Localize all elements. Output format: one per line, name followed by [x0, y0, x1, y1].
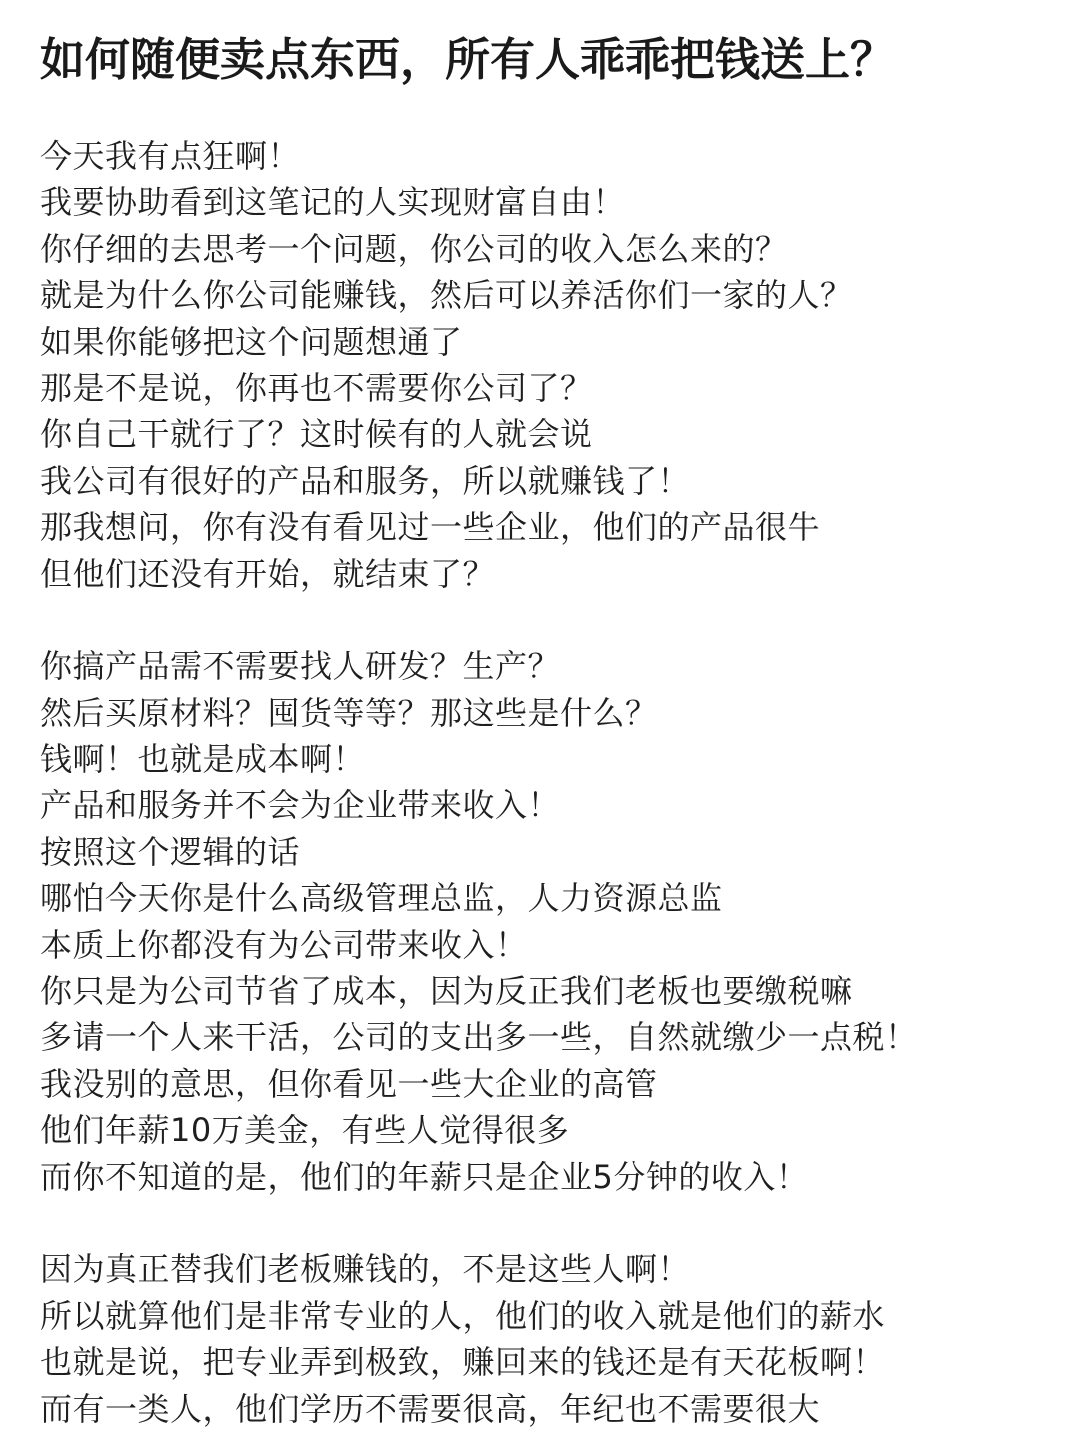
- text-line: 所以就算他们是非常专业的人，他们的收入就是他们的薪水: [40, 1296, 886, 1335]
- text-line: 你自己干就行了？这时候有的人就会说: [40, 415, 593, 454]
- text-line: 你搞产品需不需要找人研发？生产？: [40, 647, 561, 686]
- text-line: 你只是为公司节省了成本，因为反正我们老板也要缴税嘛: [40, 972, 853, 1011]
- paragraph: [40, 643, 1060, 1200]
- text-line: 但他们还没有开始，就结束了？: [40, 554, 496, 593]
- text-line: 我没别的意思，但你看见一些大企业的高管: [40, 1064, 658, 1103]
- text-line: 那我想问，你有没有看见过一些企业，他们的产品很牛: [40, 508, 821, 547]
- text-line: 今天我有点狂啊！: [40, 137, 301, 175]
- text-line: 钱啊！也就是成本啊！: [40, 740, 366, 779]
- text-line: 哪怕今天你是什么高级管理总监，人力资源总监: [40, 879, 723, 918]
- text-line: 然后买原材料？囤货等等？那这些是什么？: [40, 693, 658, 732]
- text-line: 就是为什么你公司能赚钱，然后可以养活你们一家的人？: [40, 276, 853, 315]
- paragraph: [40, 1246, 1060, 1432]
- paragraph: [40, 133, 1060, 597]
- text-line: 他们年薪10万美金，有些人觉得很多: [40, 1111, 570, 1150]
- text-line: 而有一类人，他们学历不需要很高，年纪也不需要很大: [40, 1389, 821, 1428]
- text-line: 产品和服务并不会为企业带来收入！: [40, 786, 561, 825]
- text-line: 多请一个人来干活，公司的支出多一些，自然就缴少一点税！: [40, 1018, 918, 1057]
- note-body: [40, 133, 1060, 1439]
- text-line: 我要协助看到这笔记的人实现财富自由！: [40, 183, 626, 222]
- text-line: 那是不是说，你再也不需要你公司了？: [40, 368, 593, 407]
- text-line: 按照这个逻辑的话: [40, 832, 301, 871]
- text-line: 你仔细的去思考一个问题，你公司的收入怎么来的？: [40, 229, 788, 268]
- text-line: 本质上你都没有为公司带来收入！: [40, 925, 528, 964]
- text-line: 因为真正替我们老板赚钱的，不是这些人啊！: [40, 1250, 691, 1289]
- text-line: 如果你能够把这个问题想通了: [40, 322, 463, 361]
- text-line: 而你不知道的是，他们的年薪只是企业5分钟的收入！: [40, 1157, 809, 1196]
- text-line: 我公司有很好的产品和服务，所以就赚钱了！: [40, 461, 691, 500]
- text-line: 也就是说，把专业弄到极致，赚回来的钱还是有天花板啊！: [40, 1343, 886, 1382]
- page-title: 如何随便卖点东西，所有人乖乖把钱送上？: [40, 33, 896, 86]
